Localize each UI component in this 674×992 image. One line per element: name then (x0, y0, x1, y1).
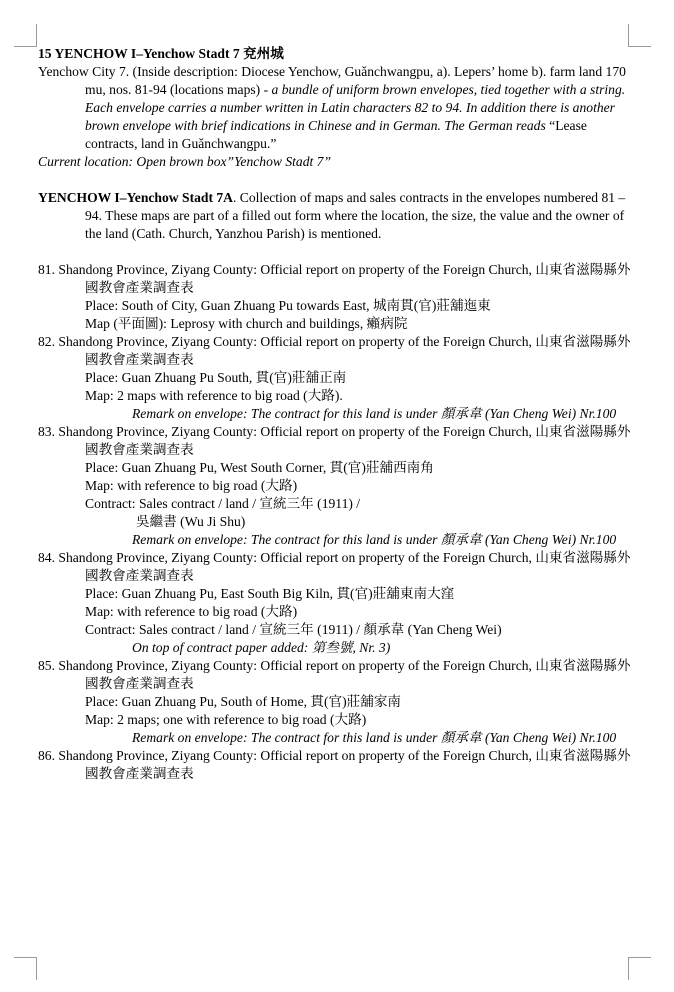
section-text: . Collection of maps and sales contracts in the envelopes numbered 81 – 94. These maps are part of a filled out form where the location, the size, the value and the owner of the land (Cath. Church, Yanzhou Parish) is mentioned. (85, 190, 626, 241)
current-location: Current location: Open brown box”Yenchow Stadt 7” (38, 154, 332, 169)
list-item (38, 747, 638, 783)
crop-mark-top-left (14, 24, 37, 47)
list-item (38, 423, 638, 549)
entry-detail: Map: 2 maps; one with reference to big road (大路) (85, 712, 367, 727)
entry-heading: 84. Shandong Province, Ziyang County: Official report on property of the Foreign Church, 山東省滋陽縣外國教會產業調查表 (38, 550, 631, 583)
entry-heading: 85. Shandong Province, Ziyang County: Official report on property of the Foreign Church, 山東省滋陽縣外國教會產業調查表 (38, 658, 631, 691)
crop-mark-bottom-right (628, 957, 651, 980)
entry-detail: Place: Guan Zhuang Pu South, 貫(官)莊舖正南 (85, 370, 347, 385)
document-title: 15 YENCHOW I–Yenchow Stadt 7 兗州城 (38, 46, 284, 61)
entry-remark: Remark on envelope: The contract for this land is under 顏承韋 (Yan Cheng Wei) Nr.100 (132, 730, 617, 745)
entry-detail: Place: Guan Zhuang Pu, East South Big Kiln, 貫(官)莊舖東南大窪 (85, 586, 455, 601)
entry-heading: 83. Shandong Province, Ziyang County: Official report on property of the Foreign Church, 山東省滋陽縣外國教會產業調查表 (38, 424, 631, 457)
entry-detail: Contract: Sales contract / land / 宣統三年 (1911) / (85, 496, 361, 511)
intro-paragraph (38, 63, 638, 153)
entry-detail: 吳繼書 (Wu Ji Shu) (136, 514, 246, 529)
list-item (38, 657, 638, 747)
spacer (38, 171, 638, 189)
intro-quote: “Lease contracts, land in Guǎnchwangpu.” (85, 118, 587, 151)
spacer (38, 243, 638, 261)
crop-mark-top-right (628, 24, 651, 47)
intro-italic-text: a bundle of uniform brown envelopes, tied together with a string. Each envelope carries a number written in Latin characters 82 to 94. In addition there is another brown envelope with brief indications in Chinese and in German. The German reads (85, 82, 626, 133)
entry-detail: Map: 2 maps with reference to big road (大路). (85, 388, 343, 403)
entry-list (38, 261, 638, 783)
entry-detail: Map (平面圖): Leprosy with church and buildings, 癩病院 (85, 316, 408, 331)
entry-detail: Place: Guan Zhuang Pu, West South Corner, 貫(官)莊舖西南角 (85, 460, 434, 475)
intro-text: Yenchow City 7. (Inside description: Diocese Yenchow, Guǎnchwangpu, a). Lepers’ home b). farm land 170 mu, nos. 81-94 (locations maps) - (38, 64, 626, 97)
entry-detail: Contract: Sales contract / land / 宣統三年 (1911) / 顏承韋 (Yan Cheng Wei) (85, 622, 502, 637)
section-heading: YENCHOW I–Yenchow Stadt 7A (38, 190, 233, 205)
document-page (38, 45, 638, 783)
entry-detail: Place: Guan Zhuang Pu, South of Home, 貫(官)莊舖家南 (85, 694, 402, 709)
crop-mark-bottom-left (14, 957, 37, 980)
entry-remark: Remark on envelope: The contract for this land is under 顏承韋 (Yan Cheng Wei) Nr.100 (132, 406, 617, 421)
entry-heading: 86. Shandong Province, Ziyang County: Official report on property of the Foreign Church, 山東省滋陽縣外國教會產業調查表 (38, 748, 631, 781)
list-item (38, 333, 638, 423)
entry-heading: 81. Shandong Province, Ziyang County: Official report on property of the Foreign Church, 山東省滋陽縣外國教會產業調查表 (38, 262, 631, 295)
list-item (38, 261, 638, 333)
list-item (38, 549, 638, 657)
entry-detail: Place: South of City, Guan Zhuang Pu towards East, 城南貫(官)莊舖迤東 (85, 298, 491, 313)
section-paragraph (38, 189, 638, 243)
entry-detail: Map: with reference to big road (大路) (85, 604, 298, 619)
entry-heading: 82. Shandong Province, Ziyang County: Official report on property of the Foreign Church, 山東省滋陽縣外國教會產業調查表 (38, 334, 631, 367)
entry-remark: Remark on envelope: The contract for this land is under 顏承韋 (Yan Cheng Wei) Nr.100 (132, 532, 617, 547)
entry-detail: Map: with reference to big road (大路) (85, 478, 298, 493)
entry-remark: On top of contract paper added: 第叁號, Nr. 3) (132, 640, 391, 655)
